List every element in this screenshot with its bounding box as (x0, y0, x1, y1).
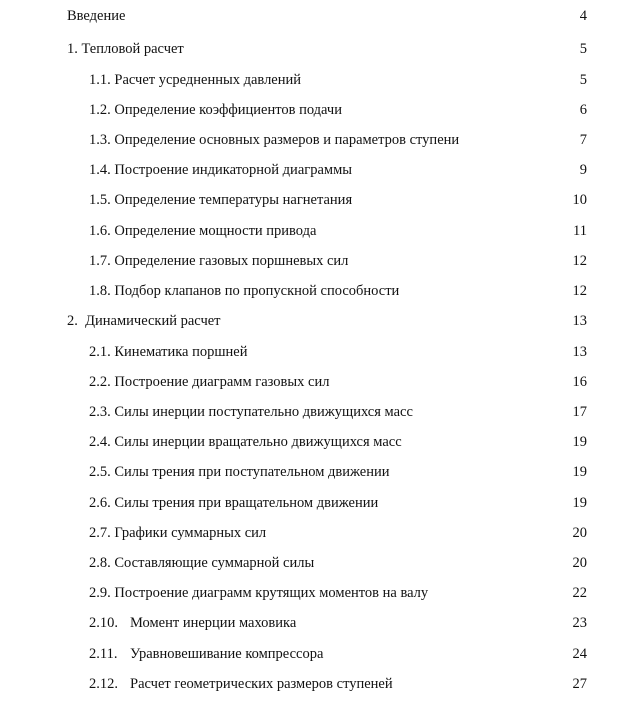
toc-entry-title (89, 251, 348, 271)
toc-entry-text: Составляющие суммарной силы (114, 555, 315, 571)
toc-entry-1-6[interactable] (0, 221, 634, 241)
toc-entry-text: Расчет усредненных давлений (114, 72, 302, 88)
toc-entry-page: 13 (572, 344, 587, 360)
toc-entry-title (89, 462, 390, 482)
toc-entry-title (89, 432, 402, 452)
toc-entry-page: 13 (572, 313, 587, 329)
toc-entry-section-1[interactable] (0, 39, 634, 59)
toc-entry-title: 2. Динамический расчет (67, 313, 221, 329)
toc-entry-number: 2.12. (89, 676, 118, 692)
toc-entry-number: 2.11. (89, 646, 118, 662)
toc-entry-text: Графики суммарных сил (114, 525, 267, 541)
toc-entry-2-10[interactable] (0, 613, 634, 633)
toc-entry-section-2[interactable] (0, 311, 634, 331)
toc-entry-title (89, 553, 314, 573)
toc-entry-page: 5 (579, 41, 587, 57)
toc-entry-text: Уравновешивание компрессора (130, 646, 324, 662)
toc-entry-text: Силы инерции вращательно движущихся масс (114, 434, 402, 450)
toc-entry-page: 20 (572, 525, 587, 541)
toc-entry-1-7[interactable] (0, 251, 634, 271)
toc-entry-page: 20 (572, 555, 587, 571)
toc-entry-text: Силы инерции поступательно движущихся масс (114, 404, 413, 420)
toc-entry-2-5[interactable] (0, 462, 634, 482)
toc-entry-title (89, 674, 393, 694)
toc-entry-title (89, 190, 352, 210)
toc-entry-2-8[interactable] (0, 553, 634, 573)
toc-entry-page: 27 (572, 676, 587, 692)
toc-entry-1-8[interactable] (0, 281, 634, 301)
toc-entry-2-11[interactable] (0, 644, 634, 664)
toc-entry-page: 19 (572, 434, 587, 450)
toc-entry-1-2[interactable] (0, 100, 634, 120)
toc-entry-1-1[interactable] (0, 70, 634, 90)
toc-entry-page: 22 (572, 585, 587, 601)
toc-entry-text: Силы трения при вращательном движении (114, 495, 379, 511)
toc-entry-text: Определение газовых поршневых сил (114, 253, 349, 269)
toc-entry-number: 2.5. (89, 464, 111, 480)
toc-entry-page: 12 (572, 283, 587, 299)
toc-entry-number: 1.4. (89, 162, 111, 178)
toc-entry-page: 6 (579, 102, 587, 118)
toc-entry-2-1[interactable] (0, 342, 634, 362)
toc-entry-text: Момент инерции маховика (130, 615, 297, 631)
toc-entry-page: 19 (572, 464, 587, 480)
toc-entry-2-3[interactable] (0, 402, 634, 422)
toc-entry-text: Расчет геометрических размеров ступеней (130, 676, 393, 692)
toc-entry-number: 1.6. (89, 223, 111, 239)
toc-entry-page: 16 (572, 374, 587, 390)
toc-entry-title (89, 372, 329, 392)
toc-entry-2-7[interactable] (0, 523, 634, 543)
toc-entry-page: 4 (579, 8, 587, 24)
toc-entry-text: Подбор клапанов по пропускной способности (114, 283, 400, 299)
toc-entry-intro[interactable] (0, 6, 634, 26)
toc-entry-title (89, 342, 248, 362)
toc-entry-page: 5 (579, 72, 587, 88)
toc-entry-title (89, 493, 378, 513)
toc-entry-title (89, 281, 399, 301)
toc-entry-2-4[interactable] (0, 432, 634, 452)
toc-entry-number: 2.9. (89, 585, 111, 601)
toc-entry-page: 23 (572, 615, 587, 631)
toc-entry-title (89, 583, 428, 603)
toc-entry-number: 2.2. (89, 374, 111, 390)
toc-entry-2-12[interactable] (0, 674, 634, 694)
toc-entry-text: Определение мощности привода (114, 223, 317, 239)
toc-entry-number: 1.8. (89, 283, 111, 299)
toc-entry-page: 19 (572, 495, 587, 511)
toc-entry-number: 2.3. (89, 404, 111, 420)
toc-entry-title (89, 613, 296, 633)
toc-entry-1-3[interactable] (0, 130, 634, 150)
toc-entry-number: 2.8. (89, 555, 111, 571)
toc-entry-number: 1.5. (89, 192, 111, 208)
toc-entry-number: 2.4. (89, 434, 111, 450)
toc-entry-1-4[interactable] (0, 160, 634, 180)
toc-entry-number: 1.3. (89, 132, 111, 148)
toc-entry-text: Кинематика поршней (114, 344, 248, 360)
toc-entry-number: 2.6. (89, 495, 111, 511)
toc-entry-title (89, 221, 316, 241)
toc-entry-title: Введение (67, 8, 126, 24)
toc-entry-number: 2.10. (89, 615, 118, 631)
toc-entry-text: Определение основных размеров и параметров ступени (114, 132, 460, 148)
toc-entry-text: Построение диаграмм крутящих моментов на валу (114, 585, 429, 601)
toc-entry-title: 1. Тепловой расчет (67, 41, 184, 57)
toc-entry-number: 1.7. (89, 253, 111, 269)
toc-entry-page: 9 (579, 162, 587, 178)
toc-entry-title (89, 160, 352, 180)
toc-entry-number: 2.1. (89, 344, 111, 360)
toc-entry-title (89, 644, 323, 664)
toc-entry-number: 1.2. (89, 102, 111, 118)
toc-entry-2-2[interactable] (0, 372, 634, 392)
toc-entry-title (89, 130, 459, 150)
toc-entry-text: Построение индикаторной диаграммы (114, 162, 352, 178)
toc-entry-number: 1.1. (89, 72, 111, 88)
toc-entry-2-6[interactable] (0, 493, 634, 513)
toc-entry-page: 10 (572, 192, 587, 208)
toc-entry-title (89, 523, 266, 543)
toc-entry-number: 2.7. (89, 525, 111, 541)
toc-entry-page: 7 (579, 132, 587, 148)
toc-entry-text: Определение коэффициентов подачи (114, 102, 342, 118)
toc-entry-1-5[interactable] (0, 190, 634, 210)
toc-entry-page: 11 (573, 223, 587, 239)
toc-entry-page: 17 (572, 404, 587, 420)
toc-entry-title (89, 402, 413, 422)
toc-entry-page: 12 (572, 253, 587, 269)
toc-entry-title (89, 100, 342, 120)
toc-entry-2-9[interactable] (0, 583, 634, 603)
toc-entry-page: 24 (572, 646, 587, 662)
toc-entry-title (89, 70, 301, 90)
toc-entry-text: Построение диаграмм газовых сил (114, 374, 330, 390)
toc-entry-text: Силы трения при поступательном движении (114, 464, 390, 480)
toc-entry-text: Определение температуры нагнетания (114, 192, 353, 208)
